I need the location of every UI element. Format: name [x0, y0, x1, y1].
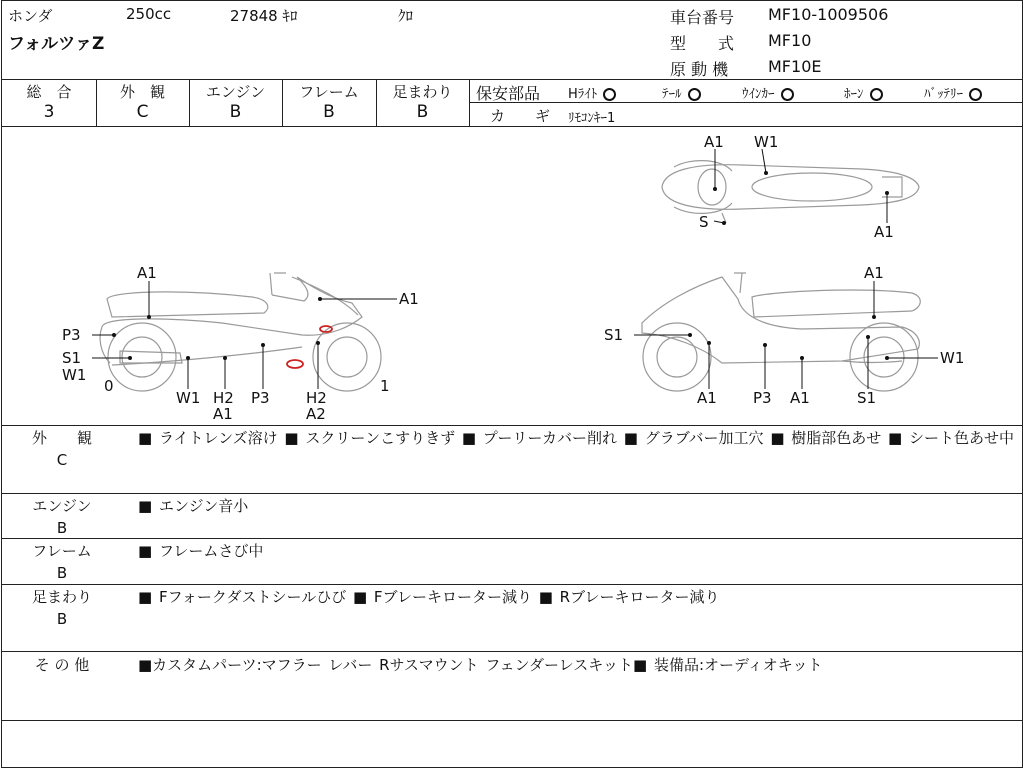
- safety-item-headlight: [568, 83, 616, 102]
- maker: ホンダ: [8, 7, 53, 25]
- diagram-label: A1: [697, 389, 717, 407]
- frame-no: MF10-1009506: [768, 5, 889, 24]
- diagram-label: S1: [62, 349, 82, 367]
- diagram-label: W1: [940, 349, 965, 367]
- note-row-suspension: [2, 586, 1022, 646]
- divider: [2, 493, 1022, 494]
- grade-label-exterior: 外 観: [119, 83, 165, 101]
- safety-item-tail: [662, 83, 701, 102]
- diagram-label: A1: [790, 389, 810, 407]
- note-label: そ の 他: [34, 656, 90, 674]
- ok-mark-icon: [781, 88, 794, 101]
- safety-item-horn: [844, 83, 883, 102]
- diagram-label: P3: [251, 389, 270, 407]
- grade-label-overall: 総 合: [26, 83, 72, 101]
- divider: [469, 79, 470, 126]
- safety-item-battery: [924, 83, 982, 102]
- note-grade: B: [56, 610, 68, 628]
- engine-value: MF10E: [768, 57, 822, 76]
- frame-no-label: 車台番号: [670, 8, 735, 27]
- divider: [2, 720, 1022, 721]
- model-name: フォルツァZ: [8, 34, 105, 54]
- grade-value-suspension: B: [416, 102, 429, 122]
- type-value: MF10: [768, 31, 812, 50]
- inspection-sheet: [1, 0, 1023, 768]
- diagram-label: 1: [380, 377, 390, 395]
- grade-label-frame: フレーム: [299, 83, 359, 101]
- note-grade: B: [56, 519, 68, 537]
- damage-diagram: [2, 127, 1022, 425]
- key-value: ﾘﾓｺﾝｷｰ1: [568, 111, 616, 126]
- note-row-other: [2, 654, 1022, 718]
- diagram-label: A1: [137, 264, 157, 282]
- damage-mark-icon: [320, 326, 332, 332]
- diagram-label: A1: [864, 264, 884, 282]
- note-text: ■ フレームさび中: [138, 542, 264, 560]
- safety-title: 保安部品: [476, 84, 541, 103]
- ok-mark-icon: [969, 88, 982, 101]
- safety-item-winker: [742, 83, 794, 102]
- diagram-label: H2: [306, 389, 327, 407]
- key-label: カ ギ: [490, 107, 551, 125]
- ok-mark-icon: [870, 88, 883, 101]
- safety-item-label: ﾊﾞｯﾃﾘｰ: [924, 87, 963, 102]
- diagram-label: W1: [62, 366, 87, 384]
- diagram-label: W1: [176, 389, 201, 407]
- scooter-right-view: [642, 273, 920, 391]
- note-label: フレーム: [32, 542, 92, 560]
- divider: [2, 584, 1022, 585]
- divider: [2, 79, 1022, 80]
- diagram-label: P3: [62, 326, 81, 344]
- note-row-frame: [2, 540, 1022, 582]
- diagram-label: A1: [213, 405, 233, 423]
- scooter-left-view: [100, 273, 381, 391]
- grade-value-frame: B: [323, 102, 335, 122]
- note-text: ■カスタムパーツ:マフラー レバー Rサスマウント フェンダーレスキット■ 装備品:オーディオキット: [138, 656, 823, 674]
- grade-label-suspension: 足まわり: [392, 83, 453, 101]
- safety-item-label: ﾃｰﾙ: [662, 87, 682, 102]
- mileage: 27848 ｷﾛ: [230, 7, 298, 25]
- divider: [469, 102, 1022, 103]
- note-text: ■ Fフォークダストシールひび ■ Fブレーキローター減り ■ Rブレーキローター減り: [138, 588, 720, 606]
- safety-item-label: ｳｲﾝｶｰ: [742, 87, 775, 102]
- ok-mark-icon: [688, 88, 701, 101]
- safety-item-label: Hﾗｲﾄ: [568, 87, 598, 102]
- diagram-label: H2: [213, 389, 234, 407]
- ok-mark-icon: [603, 88, 616, 101]
- note-label: 足まわり: [31, 588, 92, 606]
- type-label: 型 式: [670, 34, 735, 53]
- note-row-engine: [2, 495, 1022, 537]
- divider: [2, 538, 1022, 539]
- diagram-label: S: [699, 213, 709, 231]
- grade-label-engine: エンジン: [205, 83, 266, 101]
- divider: [2, 651, 1022, 652]
- note-text: ■ エンジン音小: [138, 497, 249, 515]
- note-grade: C: [56, 451, 68, 469]
- note-row-exterior: [2, 427, 1022, 493]
- diagram-label: S1: [857, 389, 877, 407]
- note-label: 外 観: [31, 429, 92, 447]
- diagram-label: S1: [604, 326, 624, 344]
- diagram-label: 0: [104, 377, 114, 395]
- diagram-label: A1: [874, 223, 894, 241]
- damage-mark-icon: [287, 360, 303, 368]
- diagram-label: A1: [704, 133, 724, 151]
- note-label: エンジン: [32, 497, 92, 515]
- diagram-label: A1: [399, 290, 419, 308]
- grade-value-engine: B: [229, 102, 242, 122]
- note-grade: B: [56, 564, 68, 582]
- divider: [2, 425, 1022, 426]
- note-text: ■ ライトレンズ溶け ■ スクリーンこすりきず ■ プーリーカバー削れ ■ グラブバー加工穴 ■ 樹脂部色あせ ■ シート色あせ中: [138, 429, 1014, 447]
- diagram-label: W1: [754, 133, 779, 151]
- grade-value-exterior: C: [136, 102, 149, 122]
- displacement: 250cc: [126, 5, 172, 23]
- safety-item-label: ﾎｰﾝ: [844, 87, 864, 102]
- diagram-label: A2: [306, 405, 326, 423]
- engine-label: 原 動 機: [670, 60, 729, 79]
- grade-value-overall: 3: [43, 102, 55, 122]
- color: ｸﾛ: [398, 7, 414, 25]
- diagram-label: P3: [753, 389, 772, 407]
